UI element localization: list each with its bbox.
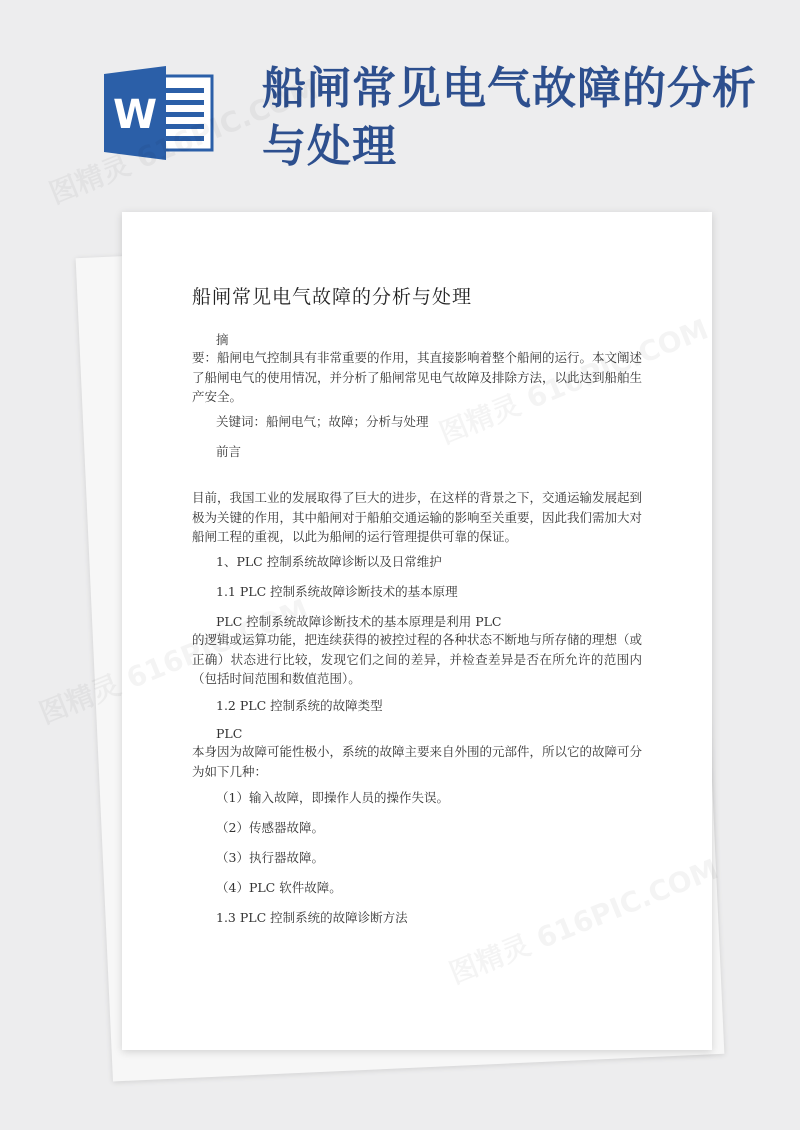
section-1-heading: 1、PLC 控制系统故障诊断以及日常维护 xyxy=(216,554,442,569)
document-title: 船闸常见电气故障的分析与处理 xyxy=(192,286,473,308)
document-page xyxy=(122,212,712,1050)
section-1-1-heading: 1.1 PLC 控制系统故障诊断技术的基本原理 xyxy=(216,584,458,599)
list-item: （3）执行器故障。 xyxy=(216,850,324,865)
paragraph-1-lead: PLC 控制系统故障诊断技术的基本原理是利用 PLC xyxy=(216,614,502,629)
list-item: （1）输入故障，即操作人员的操作失误。 xyxy=(216,790,449,805)
section-1-3-heading: 1.3 PLC 控制系统的故障诊断方法 xyxy=(216,910,408,925)
word-icon-letter: W xyxy=(112,92,158,138)
paragraph-1-body: 的逻辑或运算功能，把连续获得的被控过程的各种状态不断地与所存储的理想（或正确）状态进行比较，发现它们之间的差异，并检查差异是否在所允许的范围内（包括时间范围和数值范围）。 xyxy=(192,632,643,686)
paragraph-2-lead: PLC xyxy=(216,726,243,741)
preface-heading: 前言 xyxy=(216,444,242,459)
list-item: （2）传感器故障。 xyxy=(216,820,324,835)
section-1-2-heading: 1.2 PLC 控制系统的故障类型 xyxy=(216,698,383,713)
preface-text: 目前，我国工业的发展取得了巨大的进步，在这样的背景之下，交通运输发展起到极为关键的作用，其中船闸对于船舶交通运输的影响至关重要，因此我们需加大对船闸工程的重视，以此为船闸的运行管理提供可靠的保证。 xyxy=(192,490,643,544)
keywords: 关键词：船闸电气；故障；分析与处理 xyxy=(216,414,429,429)
paragraph-2-body: 本身因为故障可能性极小，系统的故障主要来自外围的元部件，所以它的故障可分为如下几种： xyxy=(192,744,643,779)
abstract-text: 要：船闸电气控制具有非常重要的作用，其直接影响着整个船闸的运行。本文阐述了船闸电气的使用情况，并分析了船闸常见电气故障及排除方法，以此达到船舶生产安全。 xyxy=(192,350,643,404)
banner-title: 船闸常见电气故障的分析与处理 xyxy=(262,63,757,172)
abstract-heading: 摘 xyxy=(216,332,229,347)
list-item: （4）PLC 软件故障。 xyxy=(216,880,342,895)
word-document-icon xyxy=(104,66,216,160)
